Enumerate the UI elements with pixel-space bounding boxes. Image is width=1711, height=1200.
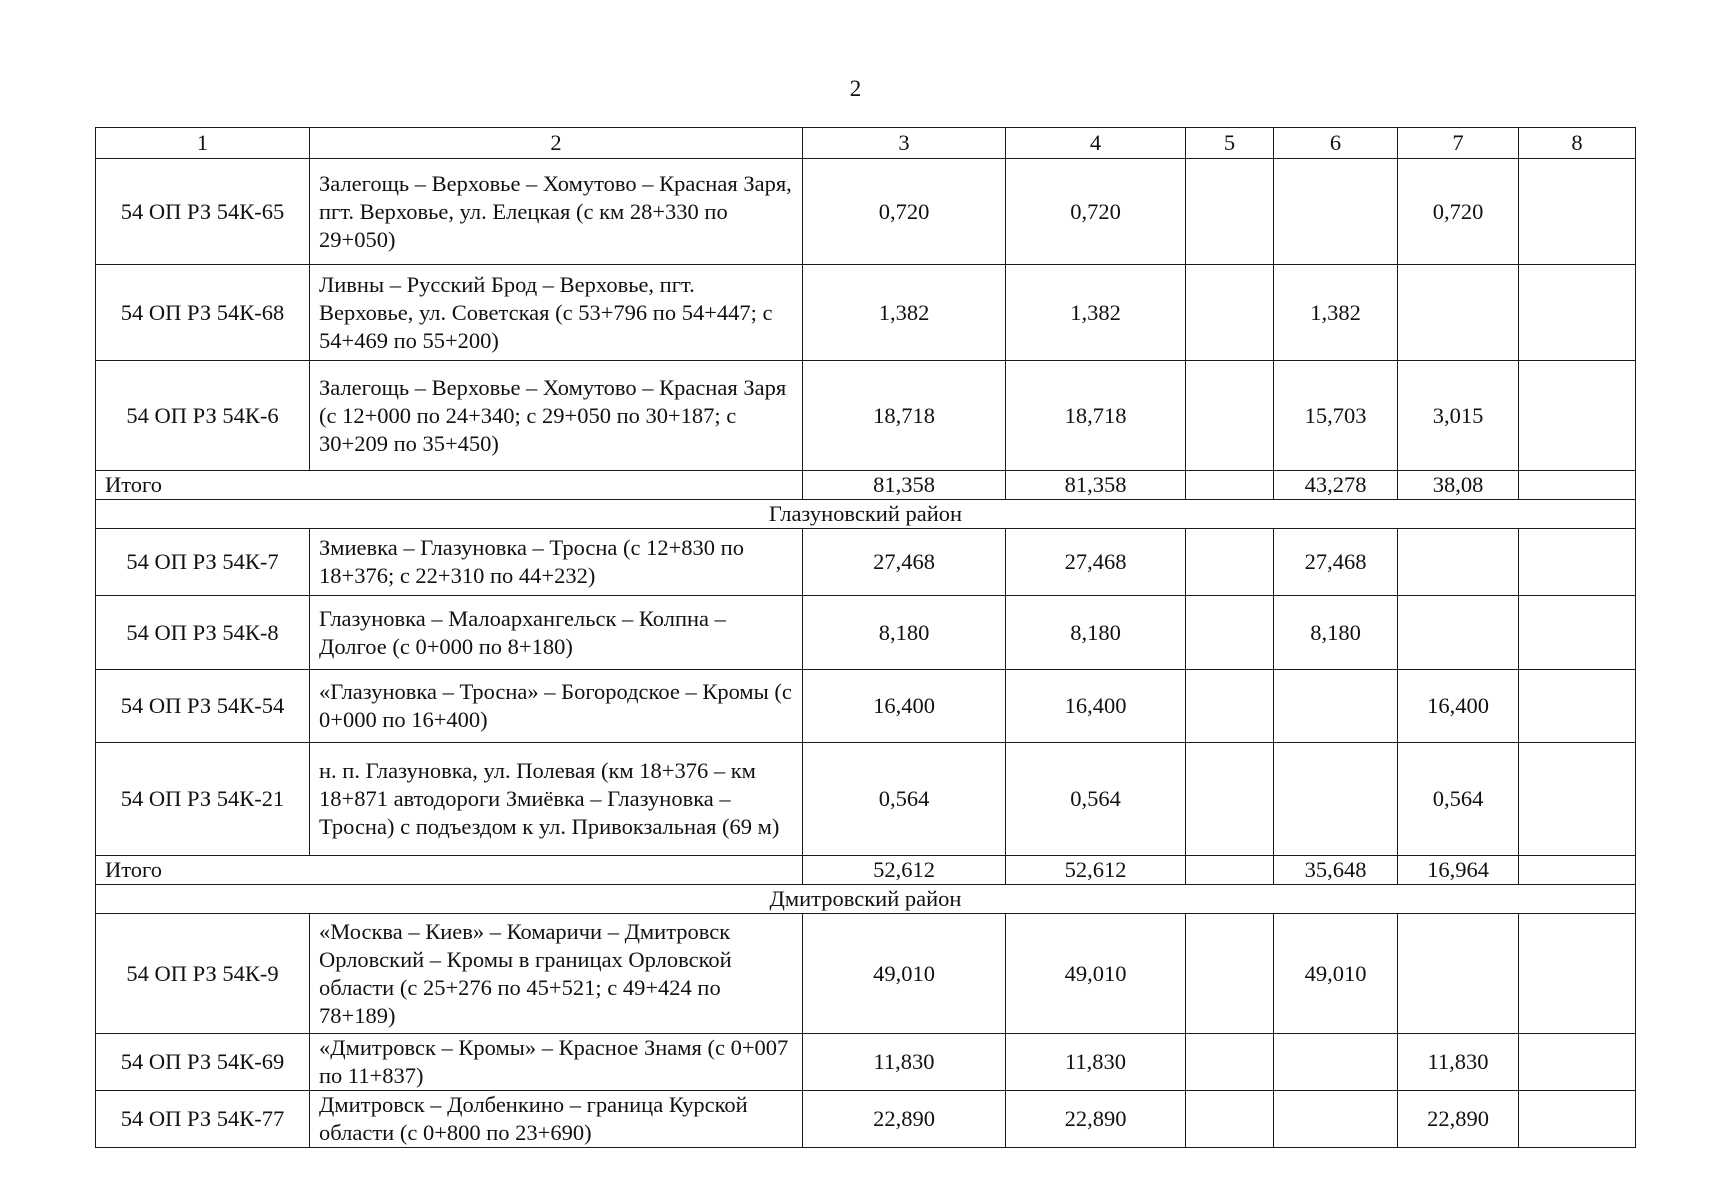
cell-col6 bbox=[1274, 670, 1398, 743]
total-label: Итого bbox=[96, 471, 803, 500]
road-code: 54 ОП РЗ 54К-65 bbox=[96, 159, 310, 265]
cell-col5 bbox=[1186, 856, 1274, 885]
cell-col6 bbox=[1274, 159, 1398, 265]
cell-col6: 49,010 bbox=[1274, 914, 1398, 1034]
cell-col8 bbox=[1519, 361, 1636, 471]
cell-col5 bbox=[1186, 670, 1274, 743]
cell-col7 bbox=[1398, 529, 1519, 596]
cell-col5 bbox=[1186, 596, 1274, 670]
cell-col5 bbox=[1186, 159, 1274, 265]
column-header: 7 bbox=[1398, 128, 1519, 159]
header-row bbox=[96, 128, 1636, 159]
cell-col7: 0,720 bbox=[1398, 159, 1519, 265]
road-code: 54 ОП РЗ 54К-77 bbox=[96, 1091, 310, 1148]
cell-col3: 0,720 bbox=[803, 159, 1006, 265]
road-name: «Дмитровск – Кромы» – Красное Знамя (с 0+007 по 11+837) bbox=[310, 1034, 803, 1091]
cell-col3: 49,010 bbox=[803, 914, 1006, 1034]
column-header: 3 bbox=[803, 128, 1006, 159]
cell-col5 bbox=[1186, 529, 1274, 596]
cell-col4: 1,382 bbox=[1006, 265, 1186, 361]
cell-col5 bbox=[1186, 914, 1274, 1034]
cell-col3: 16,400 bbox=[803, 670, 1006, 743]
column-header: 8 bbox=[1519, 128, 1636, 159]
cell-col8 bbox=[1519, 856, 1636, 885]
cell-col4: 49,010 bbox=[1006, 914, 1186, 1034]
cell-col8 bbox=[1519, 596, 1636, 670]
table-row bbox=[96, 914, 1636, 1034]
cell-col4: 11,830 bbox=[1006, 1034, 1186, 1091]
cell-col3: 0,564 bbox=[803, 743, 1006, 856]
cell-col4: 0,564 bbox=[1006, 743, 1186, 856]
total-label: Итого bbox=[96, 856, 803, 885]
cell-col7: 16,400 bbox=[1398, 670, 1519, 743]
column-header: 1 bbox=[96, 128, 310, 159]
cell-col8 bbox=[1519, 743, 1636, 856]
district-name: Глазуновский район bbox=[96, 500, 1636, 529]
cell-col4: 22,890 bbox=[1006, 1091, 1186, 1148]
cell-col5 bbox=[1186, 743, 1274, 856]
cell-col3: 81,358 bbox=[803, 471, 1006, 500]
cell-col4: 16,400 bbox=[1006, 670, 1186, 743]
cell-col8 bbox=[1519, 265, 1636, 361]
cell-col5 bbox=[1186, 471, 1274, 500]
column-header: 4 bbox=[1006, 128, 1186, 159]
cell-col3: 1,382 bbox=[803, 265, 1006, 361]
table-row bbox=[96, 596, 1636, 670]
road-name: Залегощь – Верховье – Хомутово – Красная Заря (с 12+000 по 24+340; с 29+050 по 30+187; с 30+209 по 35+450) bbox=[310, 361, 803, 471]
cell-col4: 81,358 bbox=[1006, 471, 1186, 500]
table-row bbox=[96, 743, 1636, 856]
column-header: 5 bbox=[1186, 128, 1274, 159]
table-row bbox=[96, 670, 1636, 743]
table-row bbox=[96, 159, 1636, 265]
cell-col6: 15,703 bbox=[1274, 361, 1398, 471]
column-header: 2 bbox=[310, 128, 803, 159]
cell-col6: 8,180 bbox=[1274, 596, 1398, 670]
total-row bbox=[96, 471, 1636, 500]
cell-col7: 16,964 bbox=[1398, 856, 1519, 885]
cell-col8 bbox=[1519, 159, 1636, 265]
cell-col8 bbox=[1519, 1091, 1636, 1148]
cell-col7: 11,830 bbox=[1398, 1034, 1519, 1091]
cell-col3: 27,468 bbox=[803, 529, 1006, 596]
road-name: «Глазуновка – Тросна» – Богородское – Кромы (с 0+000 по 16+400) bbox=[310, 670, 803, 743]
road-code: 54 ОП РЗ 54К-6 bbox=[96, 361, 310, 471]
road-code: 54 ОП РЗ 54К-9 bbox=[96, 914, 310, 1034]
road-name: Змиевка – Глазуновка – Тросна (с 12+830 по 18+376; с 22+310 по 44+232) bbox=[310, 529, 803, 596]
cell-col7: 0,564 bbox=[1398, 743, 1519, 856]
cell-col7: 3,015 bbox=[1398, 361, 1519, 471]
road-name: н. п. Глазуновка, ул. Полевая (км 18+376 – км 18+871 автодороги Змиёвка – Глазуновка – Тросна) с подъездом к ул. Привокзальная (69 м) bbox=[310, 743, 803, 856]
cell-col7 bbox=[1398, 265, 1519, 361]
road-code: 54 ОП РЗ 54К-8 bbox=[96, 596, 310, 670]
cell-col6: 43,278 bbox=[1274, 471, 1398, 500]
cell-col8 bbox=[1519, 529, 1636, 596]
cell-col5 bbox=[1186, 1091, 1274, 1148]
cell-col8 bbox=[1519, 1034, 1636, 1091]
cell-col4: 0,720 bbox=[1006, 159, 1186, 265]
cell-col4: 27,468 bbox=[1006, 529, 1186, 596]
table-row bbox=[96, 361, 1636, 471]
page-number: 2 bbox=[849, 76, 862, 101]
road-code: 54 ОП РЗ 54К-7 bbox=[96, 529, 310, 596]
cell-col5 bbox=[1186, 361, 1274, 471]
cell-col6: 35,648 bbox=[1274, 856, 1398, 885]
cell-col4: 8,180 bbox=[1006, 596, 1186, 670]
cell-col3: 8,180 bbox=[803, 596, 1006, 670]
roads-table bbox=[95, 127, 1636, 1148]
road-code: 54 ОП РЗ 54К-69 bbox=[96, 1034, 310, 1091]
road-name: Залегощь – Верховье – Хомутово – Красная Заря, пгт. Верховье, ул. Елецкая (с км 28+330 по 29+050) bbox=[310, 159, 803, 265]
road-name: Глазуновка – Малоархангельск – Колпна – Долгое (с 0+000 по 8+180) bbox=[310, 596, 803, 670]
table-row bbox=[96, 529, 1636, 596]
road-name: Дмитровск – Долбенкино – граница Курской области (с 0+800 по 23+690) bbox=[310, 1091, 803, 1148]
cell-col7: 22,890 bbox=[1398, 1091, 1519, 1148]
cell-col7 bbox=[1398, 596, 1519, 670]
district-row bbox=[96, 885, 1636, 914]
cell-col3: 11,830 bbox=[803, 1034, 1006, 1091]
cell-col6 bbox=[1274, 743, 1398, 856]
table-row bbox=[96, 265, 1636, 361]
cell-col3: 22,890 bbox=[803, 1091, 1006, 1148]
total-row bbox=[96, 856, 1636, 885]
road-name: «Москва – Киев» – Комаричи – Дмитровск Орловский – Кромы в границах Орловской области (с 25+276 по 45+521; с 49+424 по 78+189) bbox=[310, 914, 803, 1034]
cell-col3: 52,612 bbox=[803, 856, 1006, 885]
cell-col8 bbox=[1519, 471, 1636, 500]
district-name: Дмитровский район bbox=[96, 885, 1636, 914]
cell-col8 bbox=[1519, 914, 1636, 1034]
road-code: 54 ОП РЗ 54К-54 bbox=[96, 670, 310, 743]
cell-col5 bbox=[1186, 265, 1274, 361]
cell-col7 bbox=[1398, 914, 1519, 1034]
cell-col6 bbox=[1274, 1091, 1398, 1148]
cell-col8 bbox=[1519, 670, 1636, 743]
table-row bbox=[96, 1091, 1636, 1148]
cell-col3: 18,718 bbox=[803, 361, 1006, 471]
road-name: Ливны – Русский Брод – Верховье, пгт. Верховье, ул. Советская (с 53+796 по 54+447; с 54+469 по 55+200) bbox=[310, 265, 803, 361]
cell-col5 bbox=[1186, 1034, 1274, 1091]
cell-col4: 52,612 bbox=[1006, 856, 1186, 885]
road-code: 54 ОП РЗ 54К-68 bbox=[96, 265, 310, 361]
cell-col7: 38,08 bbox=[1398, 471, 1519, 500]
road-code: 54 ОП РЗ 54К-21 bbox=[96, 743, 310, 856]
district-row bbox=[96, 500, 1636, 529]
cell-col6: 1,382 bbox=[1274, 265, 1398, 361]
table-row bbox=[96, 1034, 1636, 1091]
column-header: 6 bbox=[1274, 128, 1398, 159]
cell-col6 bbox=[1274, 1034, 1398, 1091]
cell-col4: 18,718 bbox=[1006, 361, 1186, 471]
cell-col6: 27,468 bbox=[1274, 529, 1398, 596]
